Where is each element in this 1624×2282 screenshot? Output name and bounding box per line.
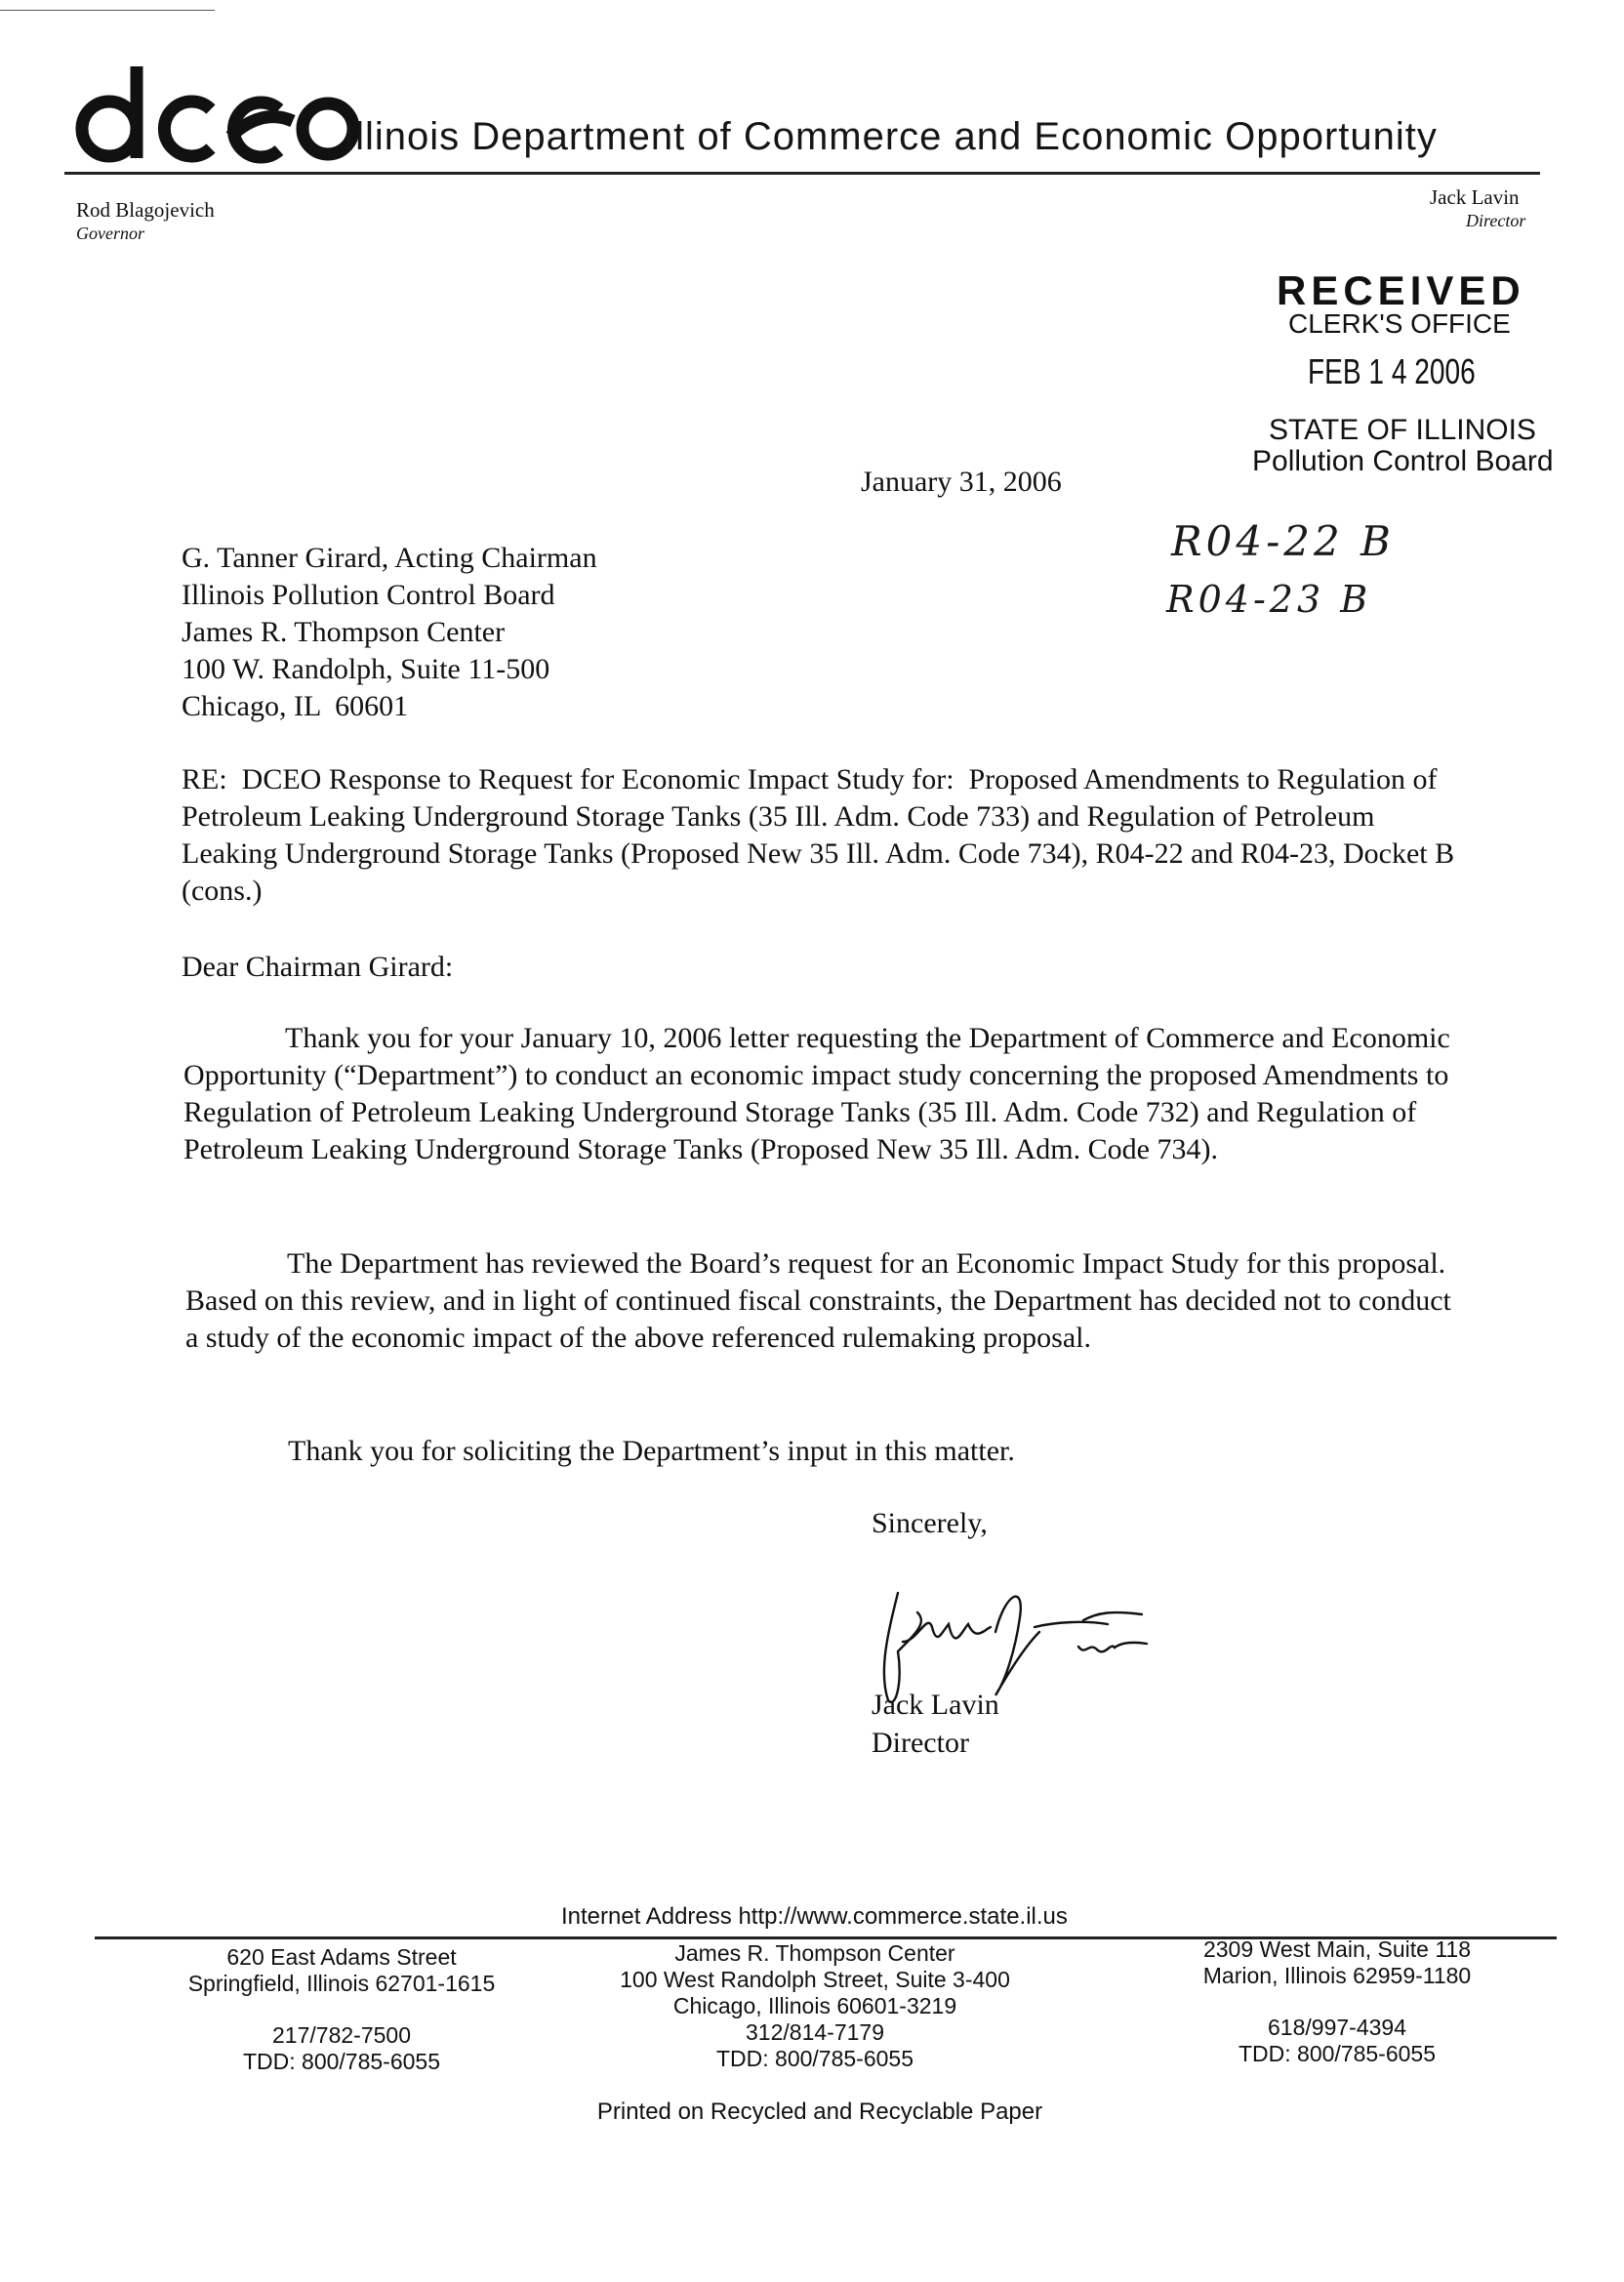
body-paragraph-2: The Department has reviewed the Board’s request for an Economic Impact Study for this proposal. Based on this review, and in light of continued fiscal constraints, the Department has decided not to conduct a study of the economic impact of the above referenced rulemaking proposal. <box>185 1247 1461 1354</box>
body-paragraph-3: Thank you for soliciting the Department’s input in this matter. <box>288 1435 1015 1467</box>
footer-springfield-office <box>146 1944 537 2075</box>
address-line: G. Tanner Girard, Acting Chairman <box>182 542 597 574</box>
footer-line: TDD: 800/785-6055 <box>242 2049 440 2074</box>
closing: Sincerely, <box>872 1507 988 1539</box>
footer-line: 312/814-7179 <box>746 2019 884 2045</box>
footer-line: 100 West Randolph Street, Suite 3-400 <box>620 1967 1010 1992</box>
footer-spacer <box>1142 1989 1532 2015</box>
footer-line: 618/997-4394 <box>1268 2015 1406 2040</box>
body-paragraph-1: Thank you for your January 10, 2006 letter requesting the Department of Commerce and Economic Opportunity (“Department”) to conduct an economic impact study concerning the proposed Amendments to Regulation of Petroleum Leaking Underground Storage Tanks (35 Ill. Adm. Code 732) and Regulation of Petroleum Leaking Underground Storage Tanks (Proposed New 35 Ill. Adm. Code 734). <box>183 1022 1450 1165</box>
address-line: Chicago, IL 60601 <box>182 690 409 722</box>
footer-marion-office <box>1142 1936 1532 2067</box>
director-title: Director <box>1466 211 1526 230</box>
stamp-board: Pollution Control Board <box>1252 445 1554 477</box>
handwritten-docket-1: R04-22 B <box>1171 517 1395 565</box>
recycled-paper-text: Printed on Recycled and Recyclable Paper <box>596 2099 1043 2125</box>
stamp-date: FEB 1 4 2006 <box>1308 351 1476 391</box>
dceo-logo <box>66 61 359 168</box>
letter-date: January 31, 2006 <box>861 466 1062 498</box>
stamp-state: STATE OF ILLINOIS <box>1269 414 1536 446</box>
governor-name: Rod Blagojevich <box>76 198 215 222</box>
signer-name: Jack Lavin <box>872 1689 999 1721</box>
recycled-paper-note <box>566 2089 1074 2125</box>
address-line: James R. Thompson Center <box>182 616 506 648</box>
director-name: Jack Lavin <box>1430 185 1520 209</box>
footer-line: TDD: 800/785-6055 <box>715 2046 914 2071</box>
footer-spacer <box>146 1997 537 2022</box>
footer-line: Springfield, Illinois 62701-1615 <box>187 1971 496 1996</box>
stamp-received: RECEIVED <box>1277 267 1525 313</box>
footer-line: TDD: 800/785-6055 <box>1238 2041 1436 2066</box>
subject-line: RE: DCEO Response to Request for Economic Impact Study for: Proposed Amendments to Regulation of Petroleum Leaking Underground Storage Tanks (35 Ill. Adm. Code 733) and Regulation of Petroleum Leaking Underground Storage Tanks (Proposed New 35 Ill. Adm. Code 734), R04-22 and R04-23, Docket B (cons.) <box>182 763 1462 907</box>
recipient-address <box>182 540 597 725</box>
handwritten-docket-2: R04-23 B <box>1166 578 1372 621</box>
department-name: Illinois Department of Commerce and Economic Opportunity <box>344 115 1438 158</box>
salutation: Dear Chairman Girard: <box>182 951 454 983</box>
footer-line: Marion, Illinois 62959-1180 <box>1202 1963 1472 1988</box>
footer-line: 217/782-7500 <box>272 2022 411 2048</box>
stamp-office: CLERK'S OFFICE <box>1288 308 1511 339</box>
footer-line: Chicago, Illinois 60601-3219 <box>672 1993 957 2018</box>
address-line: Illinois Pollution Control Board <box>182 579 555 611</box>
footer-line: 2309 West Main, Suite 118 <box>1202 1936 1472 1962</box>
address-line: 100 W. Randolph, Suite 11-500 <box>182 653 550 685</box>
footer-line: James R. Thompson Center <box>674 1940 955 1966</box>
governor-title: Governor <box>76 224 144 243</box>
signer-title: Director <box>872 1727 969 1759</box>
internet-address: Internet Address http://www.commerce.state.il.us <box>561 1903 1068 1930</box>
footer-line: 620 East Adams Street <box>226 1944 457 1970</box>
scan-edge-rule <box>0 10 215 11</box>
letterhead-divider <box>64 172 1540 175</box>
footer-chicago-office <box>576 1940 1054 2072</box>
